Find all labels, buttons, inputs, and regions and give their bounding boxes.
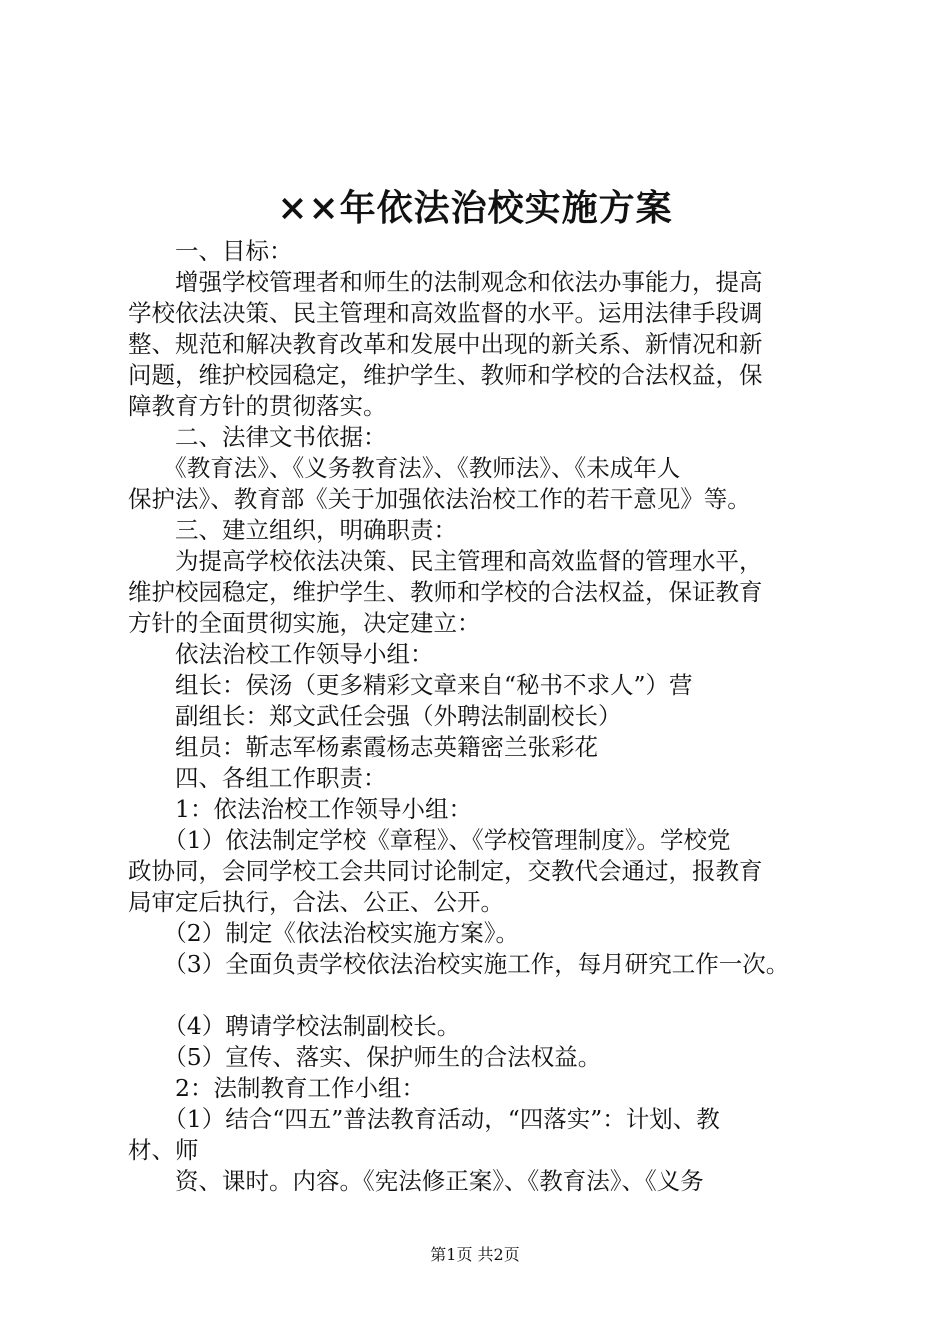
body-line: 局审定后执行，合法、公正、公开。 <box>128 888 504 916</box>
body-line: 保护法》、教育部《关于加强依法治校工作的若干意见》等。 <box>128 485 751 513</box>
body-line: 方针的全面贯彻实施，决定建立： <box>128 609 481 637</box>
page-footer: 第1页 共2页 <box>430 1245 520 1264</box>
body-line: 三、建立组织，明确职责： <box>128 516 457 544</box>
body-line: （3）全面负责学校依法治校实施工作，每月研究工作一次。 <box>128 950 790 978</box>
body-line: 问题，维护校园稳定，维护学生、教师和学校的合法权益，保 <box>128 361 763 389</box>
body-line: 一、目标： <box>128 237 293 265</box>
blank-line <box>128 980 848 1011</box>
body-line: 1：依法治校工作领导小组： <box>128 795 472 823</box>
body-line: 整、规范和解决教育改革和发展中出现的新关系、新情况和新 <box>128 330 763 358</box>
body-line: 依法治校工作领导小组： <box>128 640 434 668</box>
body-line: 为提高学校依法决策、民主管理和高效监督的管理水平， <box>128 547 763 575</box>
body-line: （1）依法制定学校《章程》、《学校管理制度》。学校党 <box>128 826 731 854</box>
body-line: （5）宣传、落实、保护师生的合法权益。 <box>128 1043 602 1071</box>
body-line: 材、师 <box>128 1136 199 1164</box>
body-line: 组员：靳志军杨素霞杨志英籍密兰张彩花 <box>128 733 598 761</box>
body-line: 二、法律文书依据： <box>128 423 387 451</box>
body-line: 政协同，会同学校工会共同讨论制定，交教代会通过，报教育 <box>128 857 763 885</box>
body-line: 学校依法决策、民主管理和高效监督的水平。运用法律手段调 <box>128 299 763 327</box>
body-line: 资、课时。内容。《宪法修正案》、《教育法》、《义务 <box>128 1167 704 1195</box>
body-line: 副组长：郑文武任会强（外聘法制副校长） <box>128 702 622 730</box>
body-line: 障教育方针的贯彻落实。 <box>128 392 387 420</box>
body-line: 四、各组工作职责： <box>128 764 387 792</box>
document-body <box>128 236 848 1197</box>
body-line: （4）聘请学校法制副校长。 <box>128 1012 461 1040</box>
body-line: 维护校园稳定，维护学生、教师和学校的合法权益，保证教育 <box>128 578 763 606</box>
body-line: 组长：侯汤（更多精彩文章来自“秘书不求人”）营 <box>128 671 693 699</box>
document-title: ××年依法治校实施方案 <box>277 187 673 229</box>
body-line: （2）制定《依法治校实施方案》。 <box>128 919 519 947</box>
body-line: （1）结合“四五”普法教育活动，“四落实”：计划、教 <box>128 1105 720 1133</box>
body-line: 2：法制教育工作小组： <box>128 1074 425 1102</box>
body-line: 增强学校管理者和师生的法制观念和依法办事能力，提高 <box>128 268 763 296</box>
body-line: 《教育法》、《义务教育法》、《教师法》、《未成年人 <box>128 454 681 482</box>
